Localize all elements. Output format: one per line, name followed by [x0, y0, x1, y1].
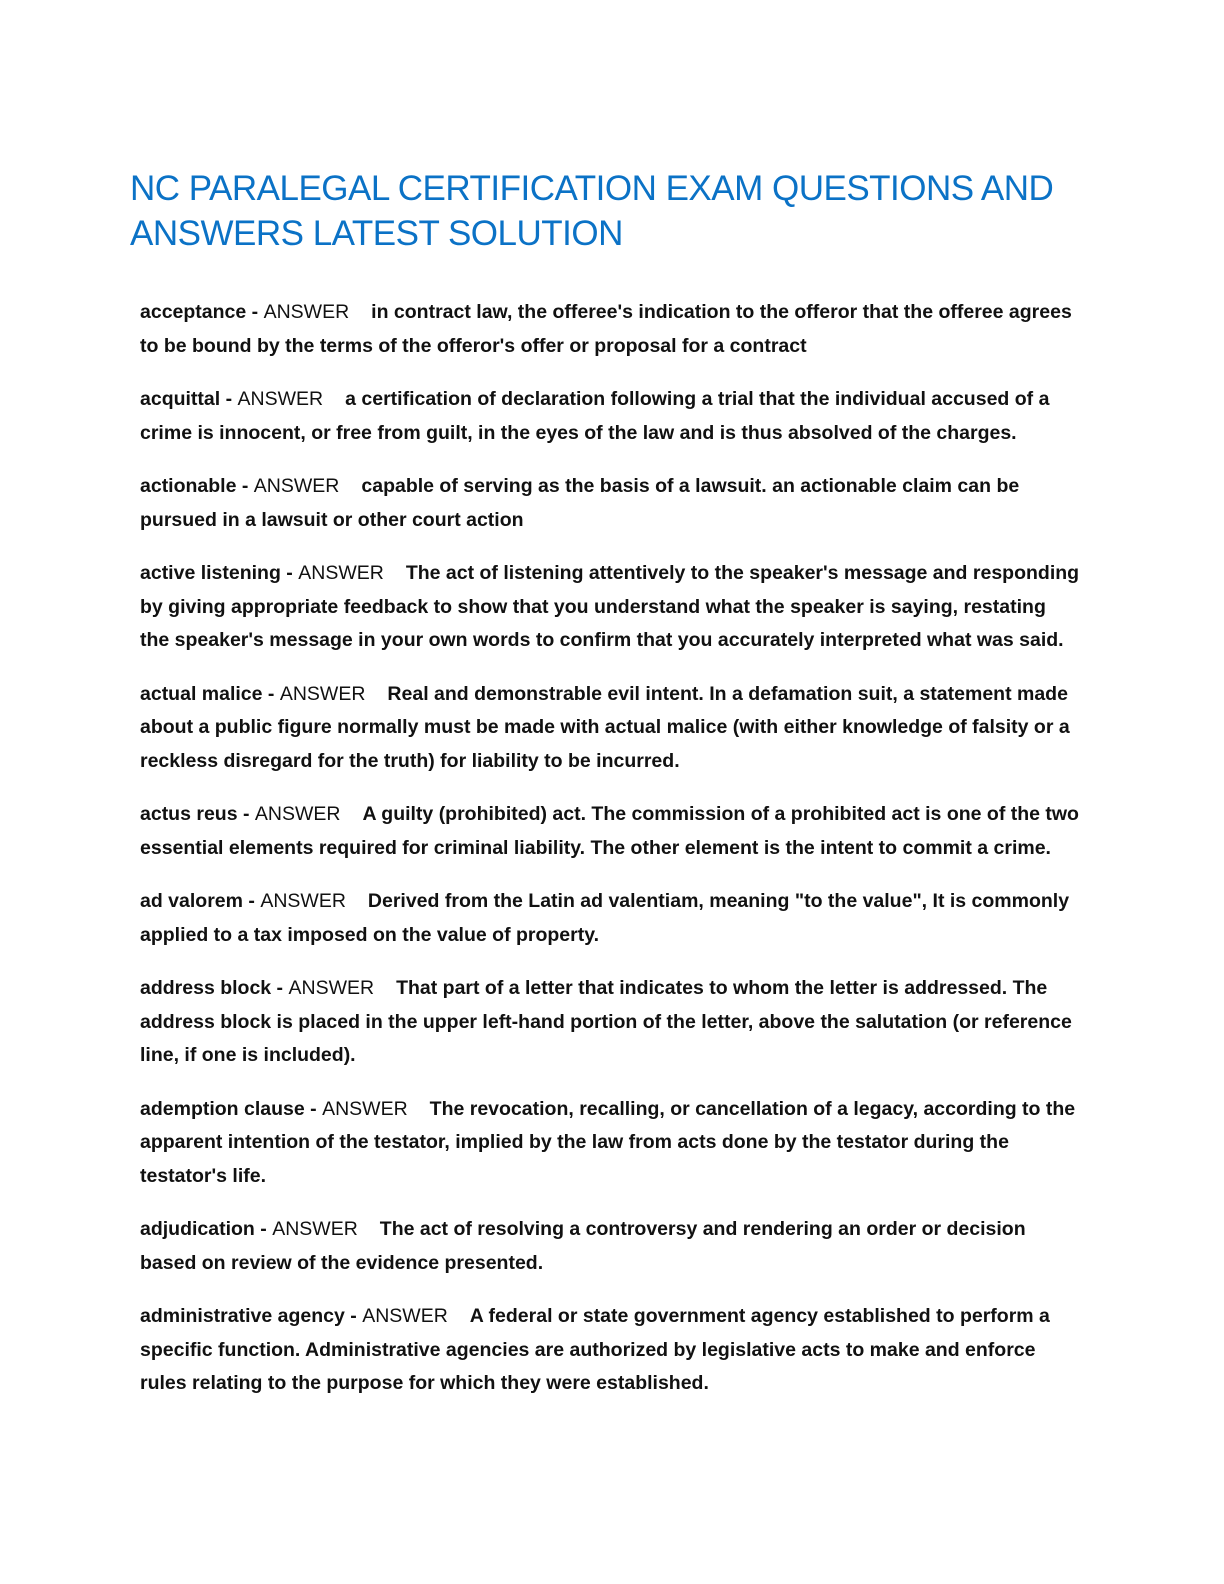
glossary-entry	[140, 972, 1080, 1073]
entry-term: ademption clause	[140, 1097, 305, 1120]
answer-label: ANSWER	[279, 682, 366, 705]
entry-term: actus reus	[140, 803, 238, 825]
entry-definition: A federal or state government agency established to perform a specific function. Administrative agencies are authorized by legislative acts to make and enforce rules relating to the purpose for which they were established.	[140, 1305, 1050, 1394]
entry-separator: -	[246, 301, 264, 323]
answer-label: ANSWER	[362, 1305, 448, 1327]
entry-term: acquittal	[140, 388, 221, 410]
entry-separator: -	[242, 890, 261, 912]
entry-definition: That part of a letter that indicates to whom the letter is addressed. The address block is placed in the upper left-hand portion of the letter, above the salutation (or reference line, if one is included).	[140, 977, 1072, 1066]
entry-definition: The revocation, recalling, or cancellation of a legacy, according to the apparent intention of the testator, implied by the law from acts done by the testator during the testator's life.	[140, 1097, 1076, 1187]
entry-separator: -	[280, 562, 299, 584]
entry-definition: The act of resolving a controversy and rendering an order or decision based on review of the evidence presented.	[140, 1218, 1026, 1274]
entry-separator: -	[254, 1218, 273, 1240]
entry-term: adjudication	[140, 1218, 255, 1240]
entry-term: acceptance	[140, 301, 247, 323]
entry-term: active listening	[140, 562, 281, 584]
glossary-entry	[140, 798, 1080, 865]
entry-definition: A guilty (prohibited) act. The commission of a prohibited act is one of the two essential elements required for criminal liability. The other element is the intent to commit a crime.	[140, 803, 1079, 859]
entry-term: administrative agency	[140, 1305, 345, 1327]
document-title: NC PARALEGAL CERTIFICATION EXAM QUESTIONS AND ANSWERS LATEST SOLUTION	[130, 169, 1054, 253]
answer-label: ANSWER	[254, 803, 341, 825]
glossary-list	[140, 296, 1080, 1421]
entry-definition: Derived from the Latin ad valentiam, meaning "to the value", It is commonly applied to a tax imposed on the value of property.	[140, 890, 1070, 946]
entry-term: address block	[140, 977, 272, 999]
entry-definition: capable of serving as the basis of a lawsuit. an actionable claim can be pursued in a lawsuit or other court action	[140, 475, 1020, 531]
glossary-entry	[140, 885, 1080, 952]
answer-label: ANSWER	[298, 562, 384, 584]
entry-separator: -	[236, 475, 254, 497]
entry-term: ad valorem	[140, 890, 243, 912]
glossary-entry	[140, 1300, 1080, 1401]
entry-definition: Real and demonstrable evil intent. In a defamation suit, a statement made about a public figure normally must be made with actual malice (with either knowledge of falsity or a reckless disregard for the truth) for liability to be incurred.	[140, 682, 1070, 772]
answer-label: ANSWER	[260, 890, 346, 912]
answer-label: ANSWER	[322, 1097, 408, 1120]
glossary-entry	[140, 557, 1080, 658]
entry-separator: -	[237, 803, 255, 825]
entry-term: actionable	[140, 475, 237, 497]
glossary-entry	[140, 1093, 1080, 1194]
entry-definition: The act of listening attentively to the speaker's message and responding by giving appropriate feedback to show that you understand what the speaker is saying, restating the speaker's message in your own words to confirm that you accurately interpreted what was said.	[140, 562, 1080, 651]
glossary-entry	[140, 1213, 1080, 1280]
entry-definition: in contract law, the offeree's indication to the offeror that the offeree agrees to be bound by the terms of the offeror's offer or proposal for a contract	[140, 301, 1072, 357]
glossary-entry	[140, 678, 1080, 779]
glossary-entry	[140, 470, 1080, 537]
answer-label: ANSWER	[237, 388, 324, 410]
entry-separator: -	[220, 388, 238, 410]
entry-separator: -	[344, 1305, 363, 1327]
entry-separator: -	[271, 977, 289, 999]
entry-separator: -	[304, 1097, 323, 1120]
entry-definition: a certification of declaration following a trial that the individual accused of a crime is innocent, or free from guilt, in the eyes of the law and is thus absolved of the charges.	[140, 388, 1050, 444]
entry-separator: -	[262, 682, 280, 705]
entry-term: actual malice	[140, 682, 263, 705]
answer-label: ANSWER	[288, 977, 375, 999]
glossary-entry	[140, 296, 1080, 363]
answer-label: ANSWER	[253, 475, 340, 497]
answer-label: ANSWER	[272, 1218, 358, 1240]
answer-label: ANSWER	[263, 301, 350, 323]
glossary-entry	[140, 383, 1080, 450]
